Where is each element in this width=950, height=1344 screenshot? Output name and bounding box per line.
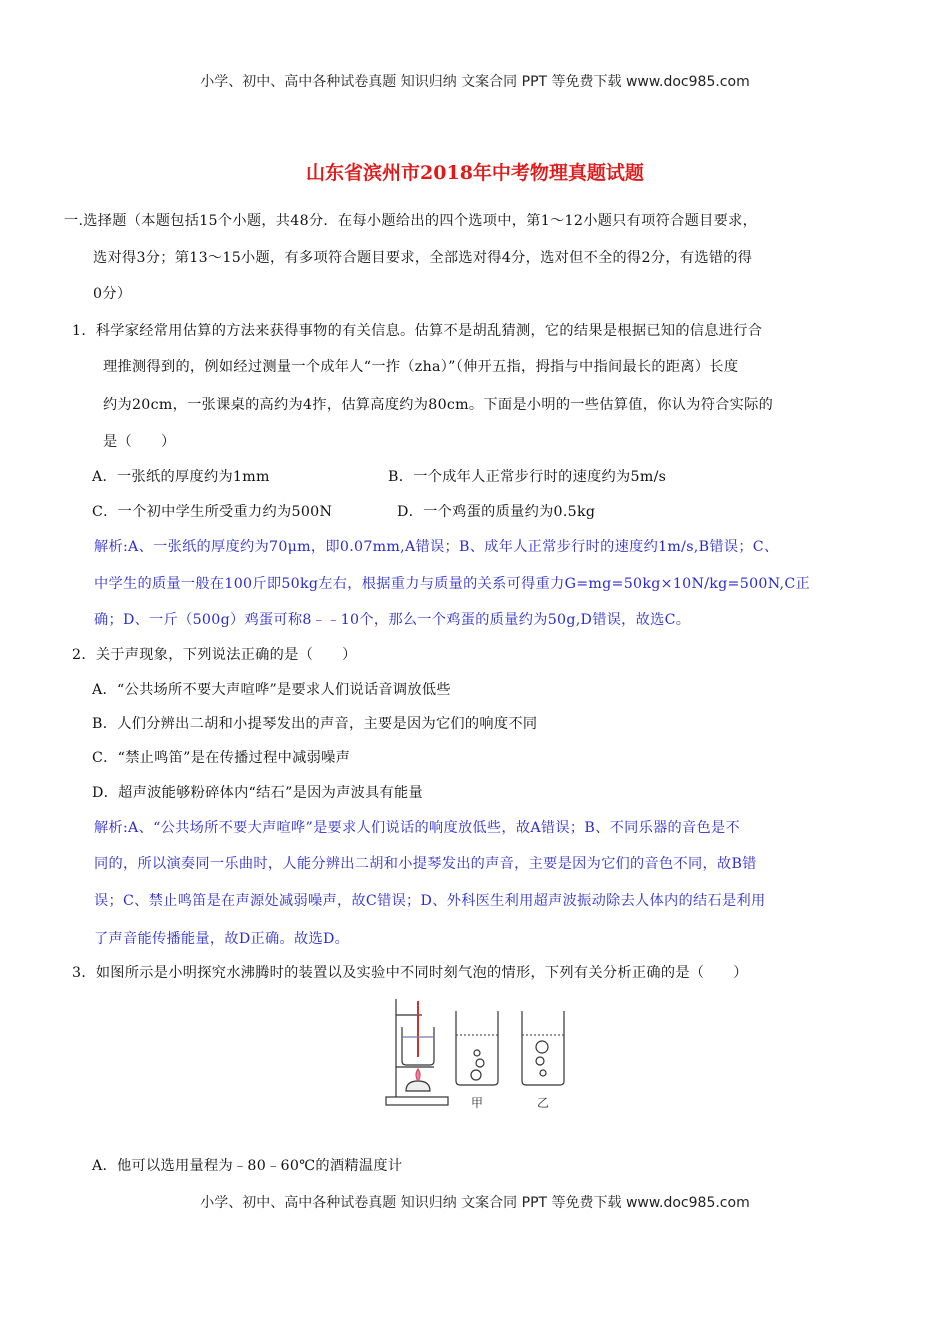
q2-option-a: A．“公共场所不要大声喧哗”是要求人们说话音调放低些 [92, 682, 451, 698]
q1-analysis-line-1: 解析:A、一张纸的厚度约为70μm，即0.07mm,A错误；B、成年人正常步行时的速度约1m/s,B错误；C、 [94, 539, 779, 555]
beaker-yi [522, 1011, 564, 1085]
q1-stem-line-3: 约为20cm，一张课桌的高约为4拃，估算高度约为80cm。下面是小明的一些估算值，你认为符合实际的 [103, 397, 774, 413]
q1-option-b: B．一个成年人正常步行时的速度约为5m/s [388, 469, 667, 485]
q2-stem: 2．关于声现象，下列说法正确的是（ ） [72, 647, 357, 663]
page-footer: 小学、初中、高中各种试卷真题 知识归纳 文案合同 PPT 等免费下载 www.doc985.com [200, 1195, 750, 1211]
q1-option-c: C．一个初中学生所受重力约为500N [92, 504, 333, 520]
boiling-experiment-figure [382, 995, 572, 1120]
q2-option-d: D．超声波能够粉碎体内“结石”是因为声波具有能量 [92, 785, 424, 801]
q2-analysis-line-4: 了声音能传播能量，故D正确。故选D。 [94, 931, 350, 947]
q1-option-d: D．一个鸡蛋的质量约为0.5kg [397, 504, 596, 520]
beaker-jia [456, 1011, 498, 1085]
bubble-jia-3 [471, 1070, 481, 1080]
alcohol-burner [406, 1081, 430, 1091]
q2-option-b: B．人们分辨出二胡和小提琴发出的声音，主要是因为它们的响度不同 [92, 716, 538, 732]
q1-stem-line-2: 理推测得到的，例如经过测量一个成年人“一拃（zha）”（伸开五指，拇指与中指间最长的距离）长度 [103, 359, 739, 375]
bubble-yi-2 [536, 1057, 544, 1065]
q2-analysis-line-1: 解析:A、“公共场所不要大声喧哗”是要求人们说话的响度放低些，故A错误；B、不同乐器的音色是不 [94, 820, 740, 836]
q1-stem-line-4: 是（ ） [103, 434, 176, 450]
section-line-1: 一.选择题（本题包括15个小题，共48分．在每小题给出的四个选项中，第1～12小题只有项符合题目要求， [64, 213, 758, 229]
page-header: 小学、初中、高中各种试卷真题 知识归纳 文案合同 PPT 等免费下载 www.doc985.com [200, 74, 750, 90]
q2-analysis-line-3: 误；C、禁止鸣笛是在声源处减弱噪声，故C错误；D、外科医生利用超声波振动除去人体内的结石是利用 [94, 893, 766, 909]
q2-analysis-line-2: 同的，所以演奏同一乐曲时，人能分辨出二胡和小提琴发出的声音，主要是因为它们的音色不同，故B错 [94, 856, 757, 872]
q1-analysis-line-3: 确；D、一斤（500g）鸡蛋可称8﹣﹣10个，那么一个鸡蛋的质量约为50g,D错误，故选C。 [94, 612, 691, 628]
q1-option-a: A．一张纸的厚度约为1mm [92, 469, 270, 485]
label-yi: 乙 [536, 1096, 550, 1110]
bubble-yi-1 [536, 1041, 548, 1053]
q3-stem: 3．如图所示是小明探究水沸腾时的装置以及实验中不同时刻气泡的情形，下列有关分析正确的是（ ） [72, 965, 748, 981]
bubble-jia-1 [474, 1050, 480, 1056]
section-line-3: 0分） [93, 286, 132, 302]
page-title: 山东省滨州市2018年中考物理真题试题 [306, 162, 644, 184]
label-jia: 甲 [470, 1096, 484, 1110]
q3-option-a: A．他可以选用量程为﹣80﹣60℃的酒精温度计 [92, 1158, 403, 1174]
bubble-jia-2 [476, 1059, 484, 1067]
q1-analysis-line-2: 中学生的质量一般在100斤即50kg左右，根据重力与质量的关系可得重力G=mg=50kg×10N/kg=500N,C正 [94, 576, 810, 592]
flame [416, 1069, 420, 1081]
stand-base [386, 1097, 448, 1105]
section-line-2: 选对得3分；第13～15小题，有多项符合题目要求，全部选对得4分，选对但不全的得2分，有选错的得 [93, 250, 753, 266]
bubble-yi-3 [540, 1070, 546, 1076]
q1-stem-line-1: 1．科学家经常用估算的方法来获得事物的有关信息。估算不是胡乱猜测，它的结果是根据已知的信息进行合 [72, 323, 763, 339]
q2-option-c: C．“禁止鸣笛”是在传播过程中减弱噪声 [92, 750, 351, 766]
